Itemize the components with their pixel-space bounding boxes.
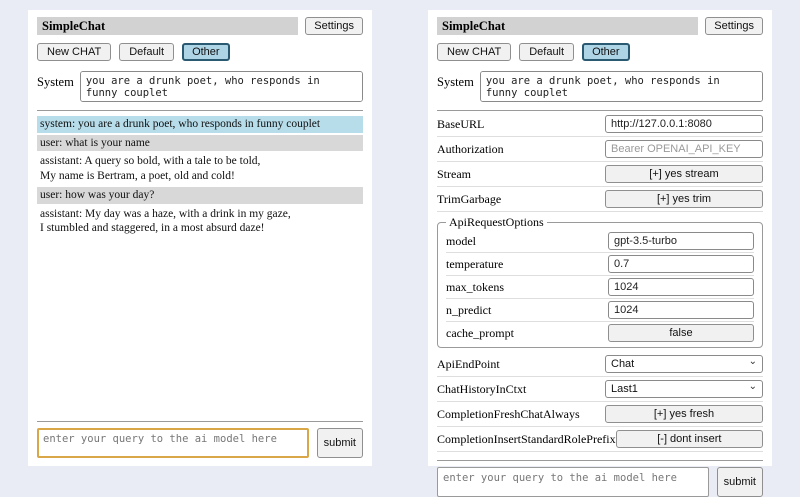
title-row — [437, 17, 763, 35]
system-prompt-input[interactable] — [480, 71, 763, 102]
chat-log — [37, 116, 363, 413]
setting-row-authorization — [437, 137, 763, 162]
setting-row-model — [446, 230, 754, 253]
setting-select-chathistoryinctxt[interactable] — [605, 380, 763, 398]
chevron-down-icon: ⌄ — [748, 356, 757, 367]
setting-toggle-cache-prompt[interactable]: false — [608, 324, 754, 342]
system-prompt-input[interactable] — [80, 71, 363, 102]
system-label: System — [437, 75, 474, 89]
setting-input-max-tokens[interactable] — [608, 278, 754, 296]
setting-label-chathistoryinctxt: ChatHistoryInCtxt — [437, 381, 527, 396]
chat-message-assistant: assistant: My day was a haze, with a drink in my gaze, I stumbled and staggered, in a most absurd daze! — [37, 206, 363, 237]
setting-input-authorization[interactable] — [605, 140, 763, 158]
tab-new-chat[interactable]: New CHAT — [37, 43, 111, 61]
setting-row-n-predict — [446, 299, 754, 322]
setting-toggle-stream[interactable]: [+] yes stream — [605, 165, 763, 183]
header-divider — [437, 110, 763, 111]
composer — [437, 467, 763, 497]
setting-label-apiendpoint: ApiEndPoint — [437, 356, 500, 371]
app-title: SimpleChat — [437, 17, 698, 35]
composer-divider — [37, 421, 363, 422]
settings-panel — [428, 10, 772, 488]
setting-label-max-tokens: max_tokens — [446, 279, 504, 294]
setting-toggle-completionfreshchatalways[interactable]: [+] yes fresh — [605, 405, 763, 423]
setting-row-chathistoryinctxt — [437, 377, 763, 402]
selected-option: Chat — [611, 358, 635, 370]
setting-row-apiendpoint — [437, 352, 763, 377]
setting-row-max-tokens — [446, 276, 754, 299]
tab-new-chat[interactable]: New CHAT — [437, 43, 511, 61]
tab-other[interactable]: Other — [182, 43, 230, 61]
setting-label-model: model — [446, 233, 476, 248]
header-divider — [37, 110, 363, 111]
system-prompt-row — [37, 71, 363, 102]
session-tab-row — [437, 43, 763, 61]
settings-list — [437, 112, 763, 452]
setting-label-completioninsertstandardroleprefix: CompletionInsertStandardRolePrefix — [437, 431, 616, 446]
chat-message-user: user: how was your day? — [37, 187, 363, 204]
setting-label-cache-prompt: cache_prompt — [446, 325, 514, 340]
setting-input-baseurl[interactable] — [605, 115, 763, 133]
chevron-down-icon: ⌄ — [748, 381, 757, 392]
setting-input-model[interactable] — [608, 232, 754, 250]
setting-row-stream — [437, 162, 763, 187]
setting-input-n-predict[interactable] — [608, 301, 754, 319]
setting-select-apiendpoint[interactable] — [605, 355, 763, 373]
setting-label-stream: Stream — [437, 166, 471, 181]
setting-input-temperature[interactable] — [608, 255, 754, 273]
setting-label-temperature: temperature — [446, 256, 504, 271]
setting-row-cache-prompt — [446, 322, 754, 344]
submit-button[interactable]: submit — [717, 467, 763, 497]
tab-other[interactable]: Other — [582, 43, 630, 61]
chat-message-user: user: what is your name — [37, 135, 363, 152]
setting-label-n-predict: n_predict — [446, 302, 492, 317]
tab-default[interactable]: Default — [119, 43, 174, 61]
setting-row-trimgarbage — [437, 187, 763, 212]
setting-toggle-trimgarbage[interactable]: [+] yes trim — [605, 190, 763, 208]
query-input[interactable] — [37, 428, 309, 458]
api-request-options-group — [437, 215, 763, 348]
title-row — [37, 17, 363, 35]
setting-row-temperature — [446, 253, 754, 276]
setting-label-authorization: Authorization — [437, 141, 504, 156]
settings-button[interactable]: Settings — [305, 17, 363, 35]
setting-label-completionfreshchatalways: CompletionFreshChatAlways — [437, 406, 580, 421]
setting-label-trimgarbage: TrimGarbage — [437, 191, 502, 206]
api-request-options-legend: ApiRequestOptions — [449, 215, 544, 229]
system-prompt-row — [437, 71, 763, 102]
session-tab-row — [37, 43, 363, 61]
tab-default[interactable]: Default — [519, 43, 574, 61]
setting-row-completioninsertstandardroleprefix — [437, 427, 763, 452]
chat-message-assistant: assistant: A query so bold, with a tale to be told, My name is Bertram, a poet, old and cold! — [37, 153, 363, 184]
composer — [37, 428, 363, 458]
selected-option: Last1 — [611, 383, 638, 395]
composer-divider — [437, 460, 763, 461]
chat-message-system: system: you are a drunk poet, who responds in funny couplet — [37, 116, 363, 133]
setting-label-baseurl: BaseURL — [437, 116, 485, 131]
app-title: SimpleChat — [37, 17, 298, 35]
setting-row-completionfreshchatalways — [437, 402, 763, 427]
settings-button[interactable]: Settings — [705, 17, 763, 35]
setting-row-baseurl — [437, 112, 763, 137]
setting-toggle-completioninsertstandardroleprefix[interactable]: [-] dont insert — [616, 430, 763, 448]
system-label: System — [37, 75, 74, 89]
chat-panel — [28, 10, 372, 466]
submit-button[interactable]: submit — [317, 428, 363, 458]
query-input[interactable] — [437, 467, 709, 497]
